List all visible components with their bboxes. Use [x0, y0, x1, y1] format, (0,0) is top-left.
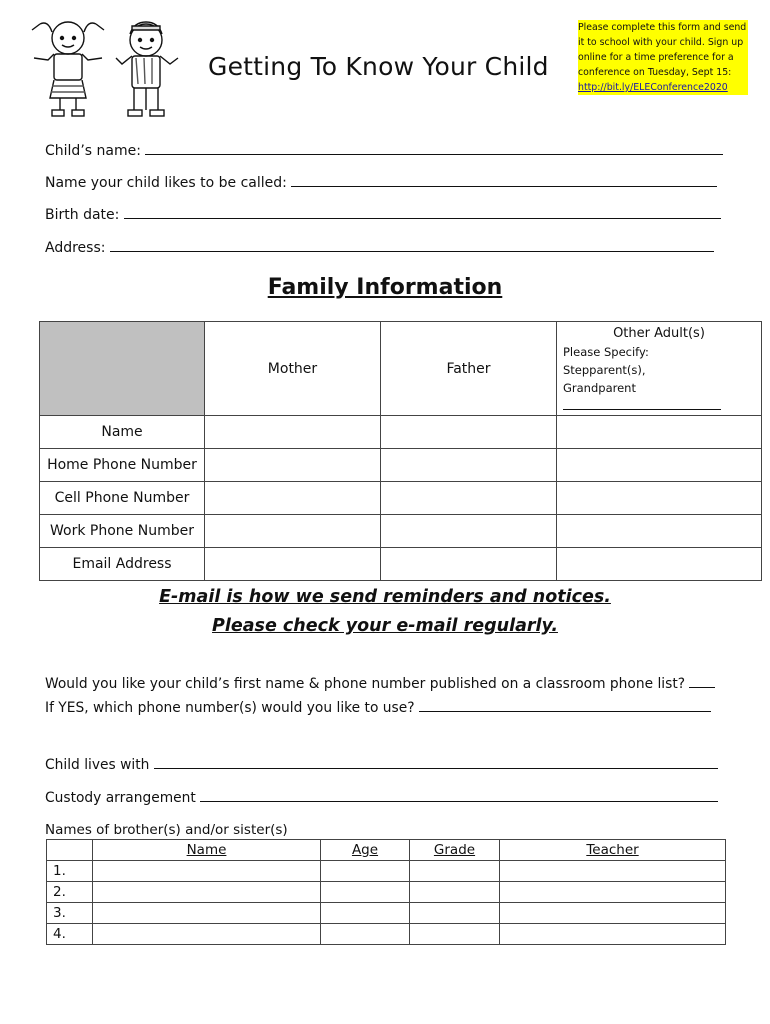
table-row — [47, 861, 726, 882]
siblings-table — [46, 839, 726, 945]
page-title: Getting To Know Your Child — [208, 52, 549, 81]
mother-cell-phone-cell[interactable] — [205, 482, 381, 515]
siblings-label: Names of brother(s) and/or sister(s) — [45, 822, 288, 838]
other-home-phone-cell[interactable] — [557, 449, 762, 482]
which-number-question — [45, 699, 711, 716]
lives-with-line[interactable] — [154, 756, 718, 769]
lives-with-label: Child lives with — [45, 757, 150, 773]
other-work-phone-cell[interactable] — [557, 515, 762, 548]
sib-name-cell[interactable] — [93, 861, 321, 882]
table-row — [47, 903, 726, 924]
sib-grade-cell[interactable] — [410, 903, 500, 924]
father-cell-phone-cell[interactable] — [381, 482, 557, 515]
siblings-header-row — [47, 840, 726, 861]
other-adult-title: Other Adult(s) — [613, 326, 705, 341]
mother-email-cell[interactable] — [205, 548, 381, 581]
birth-date-field — [45, 206, 721, 223]
instructions-note — [578, 20, 748, 95]
sib-name-cell[interactable] — [93, 882, 321, 903]
sib-age-cell[interactable] — [321, 903, 410, 924]
mother-name-cell[interactable] — [205, 416, 381, 449]
sib-name-header: Name — [93, 840, 321, 861]
other-adult-header — [557, 322, 762, 416]
corner-cell — [40, 322, 205, 416]
phone-list-label: Would you like your child’s first name & phone number published on a classroom phone list? — [45, 676, 686, 692]
sib-name-cell[interactable] — [93, 924, 321, 945]
row-number: 1. — [47, 861, 93, 882]
row-number: 2. — [47, 882, 93, 903]
table-row — [47, 882, 726, 903]
child-name-label: Child’s name: — [45, 143, 141, 159]
father-work-phone-cell[interactable] — [381, 515, 557, 548]
family-info-title: Family Information — [267, 275, 503, 300]
num-header — [47, 840, 93, 861]
father-header: Father — [381, 322, 557, 416]
row-label-cell-phone: Cell Phone Number — [40, 482, 205, 515]
row-label-name: Name — [40, 416, 205, 449]
table-row — [40, 548, 762, 581]
sib-grade-cell[interactable] — [410, 861, 500, 882]
row-number: 4. — [47, 924, 93, 945]
address-field — [45, 239, 714, 256]
other-cell-phone-cell[interactable] — [557, 482, 762, 515]
phone-list-answer[interactable] — [689, 675, 715, 688]
mother-home-phone-cell[interactable] — [205, 449, 381, 482]
row-label-work-phone: Work Phone Number — [40, 515, 205, 548]
sib-teacher-cell[interactable] — [500, 882, 726, 903]
note-text: Please complete this form and send it to school with your child. Sign up online for a time preference for a conference on Tuesday, Sept 15: — [578, 22, 747, 78]
lives-with-field — [45, 756, 718, 773]
row-label-home-phone: Home Phone Number — [40, 449, 205, 482]
which-number-line[interactable] — [419, 699, 711, 712]
likes-called-field — [45, 174, 717, 191]
specify-line-2: Stepparent(s), — [563, 363, 646, 377]
row-label-email: Email Address — [40, 548, 205, 581]
table-row — [40, 515, 762, 548]
specify-line-blank[interactable] — [563, 397, 721, 410]
sib-age-cell[interactable] — [321, 882, 410, 903]
sib-grade-header: Grade — [410, 840, 500, 861]
other-adult-specify — [563, 343, 755, 410]
which-number-label: If YES, which phone number(s) would you like to use? — [45, 700, 415, 716]
address-label: Address: — [45, 240, 106, 256]
specify-line-3: Grandparent — [563, 381, 636, 395]
mother-work-phone-cell[interactable] — [205, 515, 381, 548]
sib-teacher-cell[interactable] — [500, 924, 726, 945]
father-home-phone-cell[interactable] — [381, 449, 557, 482]
family-header-row — [40, 322, 762, 416]
specify-line-1: Please Specify: — [563, 345, 649, 359]
father-email-cell[interactable] — [381, 548, 557, 581]
sib-age-header: Age — [321, 840, 410, 861]
likes-called-line[interactable] — [291, 174, 717, 187]
table-row — [40, 416, 762, 449]
table-row — [47, 924, 726, 945]
likes-called-label: Name your child likes to be called: — [45, 175, 287, 191]
child-name-line[interactable] — [145, 142, 723, 155]
email-notice-line-2: Please check your e-mail regularly. — [212, 616, 558, 636]
phone-list-question — [45, 675, 715, 692]
custody-field — [45, 789, 718, 806]
sib-teacher-header: Teacher — [500, 840, 726, 861]
custody-line[interactable] — [200, 789, 718, 802]
mother-header: Mother — [205, 322, 381, 416]
birth-date-label: Birth date: — [45, 207, 120, 223]
sib-teacher-cell[interactable] — [500, 903, 726, 924]
family-table — [39, 321, 762, 581]
sib-grade-cell[interactable] — [410, 882, 500, 903]
sib-grade-cell[interactable] — [410, 924, 500, 945]
birth-date-line[interactable] — [124, 206, 721, 219]
conference-link[interactable]: http://bit.ly/ELEConference2020 — [578, 82, 728, 93]
kids-clipart — [18, 14, 196, 120]
custody-label: Custody arrangement — [45, 790, 196, 806]
child-name-field — [45, 142, 723, 159]
email-notice-line-1: E-mail is how we send reminders and notices. — [159, 587, 611, 607]
table-row — [40, 482, 762, 515]
sib-teacher-cell[interactable] — [500, 861, 726, 882]
address-line[interactable] — [110, 239, 714, 252]
sib-age-cell[interactable] — [321, 924, 410, 945]
sib-name-cell[interactable] — [93, 903, 321, 924]
other-name-cell[interactable] — [557, 416, 762, 449]
table-row — [40, 449, 762, 482]
row-number: 3. — [47, 903, 93, 924]
other-email-cell[interactable] — [557, 548, 762, 581]
sib-age-cell[interactable] — [321, 861, 410, 882]
father-name-cell[interactable] — [381, 416, 557, 449]
